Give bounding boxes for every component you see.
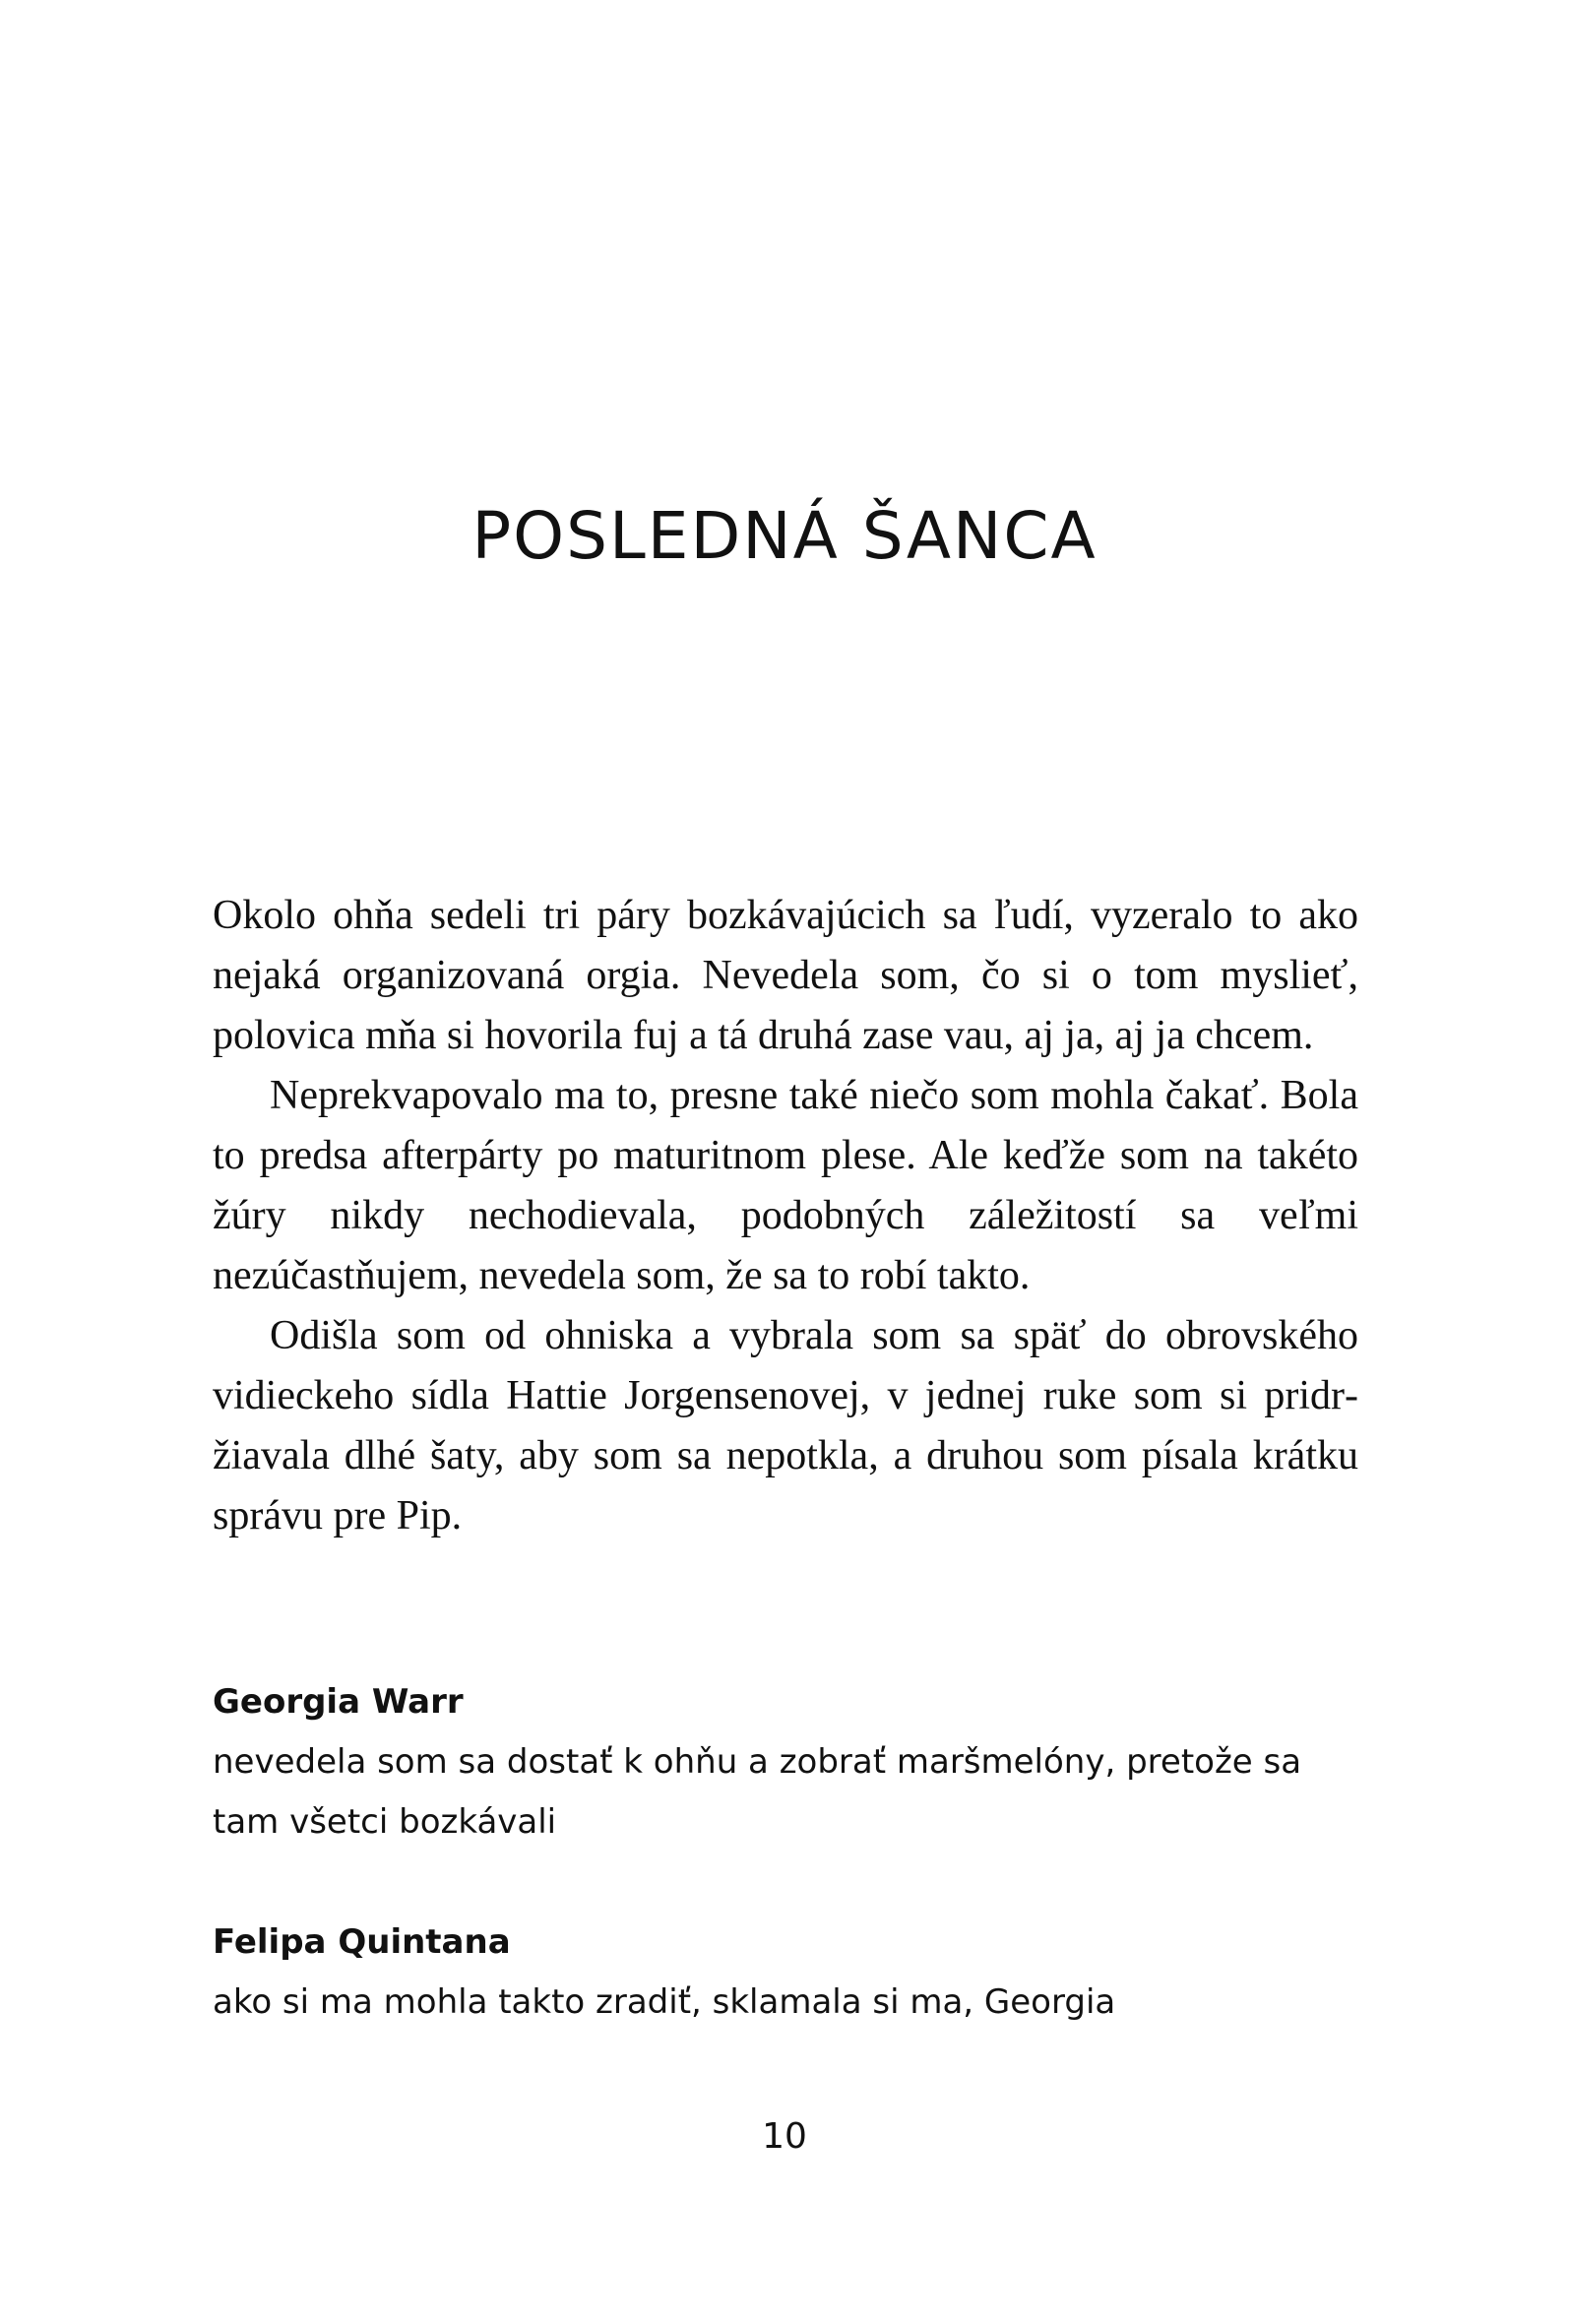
message-text: nevedela som sa dostať k ohňu a zobrať maršmelóny, pretože sa tam všetci bozkávali (213, 1742, 1302, 1842)
page-number: 10 (762, 2116, 807, 2157)
message-block (213, 1672, 1374, 1853)
body-text (213, 886, 1358, 1546)
paragraph: Neprekvapovalo ma to, presne také niečo som mohla čakať. Bola to predsa afterpárty po maturitnom plese. Ale keďže som na takéto žúry nikdy nechodievala, podobných záležitostí sa veľmi nezúčastňujem, nevedela som, že sa to robí takto. (213, 1073, 1358, 1298)
message-block (213, 1913, 1374, 2033)
message-sender: Felipa Quintana (213, 1922, 511, 1962)
message-sender: Georgia Warr (213, 1682, 464, 1722)
text-messages (213, 1672, 1374, 2093)
paragraph: Odišla som od ohniska a vybrala som sa späť do obrovského vidieckeho sídla Hattie Jorgensenovej, v jednej ruke som si pridržiavala dlhé šaty, aby som sa nepotkla, a druhou som písala krátku správu pre Pip. (213, 1313, 1358, 1539)
paragraph: Okolo ohňa sedeli tri páry bozkávajúcich sa ľudí, vyzeralo to ako nejaká organizovaná orgia. Nevedela som, čo si o tom myslieť, polovica mňa si hovorila fuj a tá druhá zase vau, aj ja, aj ja chcem. (213, 893, 1358, 1058)
message-text: ako si ma mohla takto zradiť, sklamala si ma, Georgia (213, 1982, 1116, 2022)
chapter-title: POSLEDNÁ ŠANCA (471, 498, 1098, 574)
